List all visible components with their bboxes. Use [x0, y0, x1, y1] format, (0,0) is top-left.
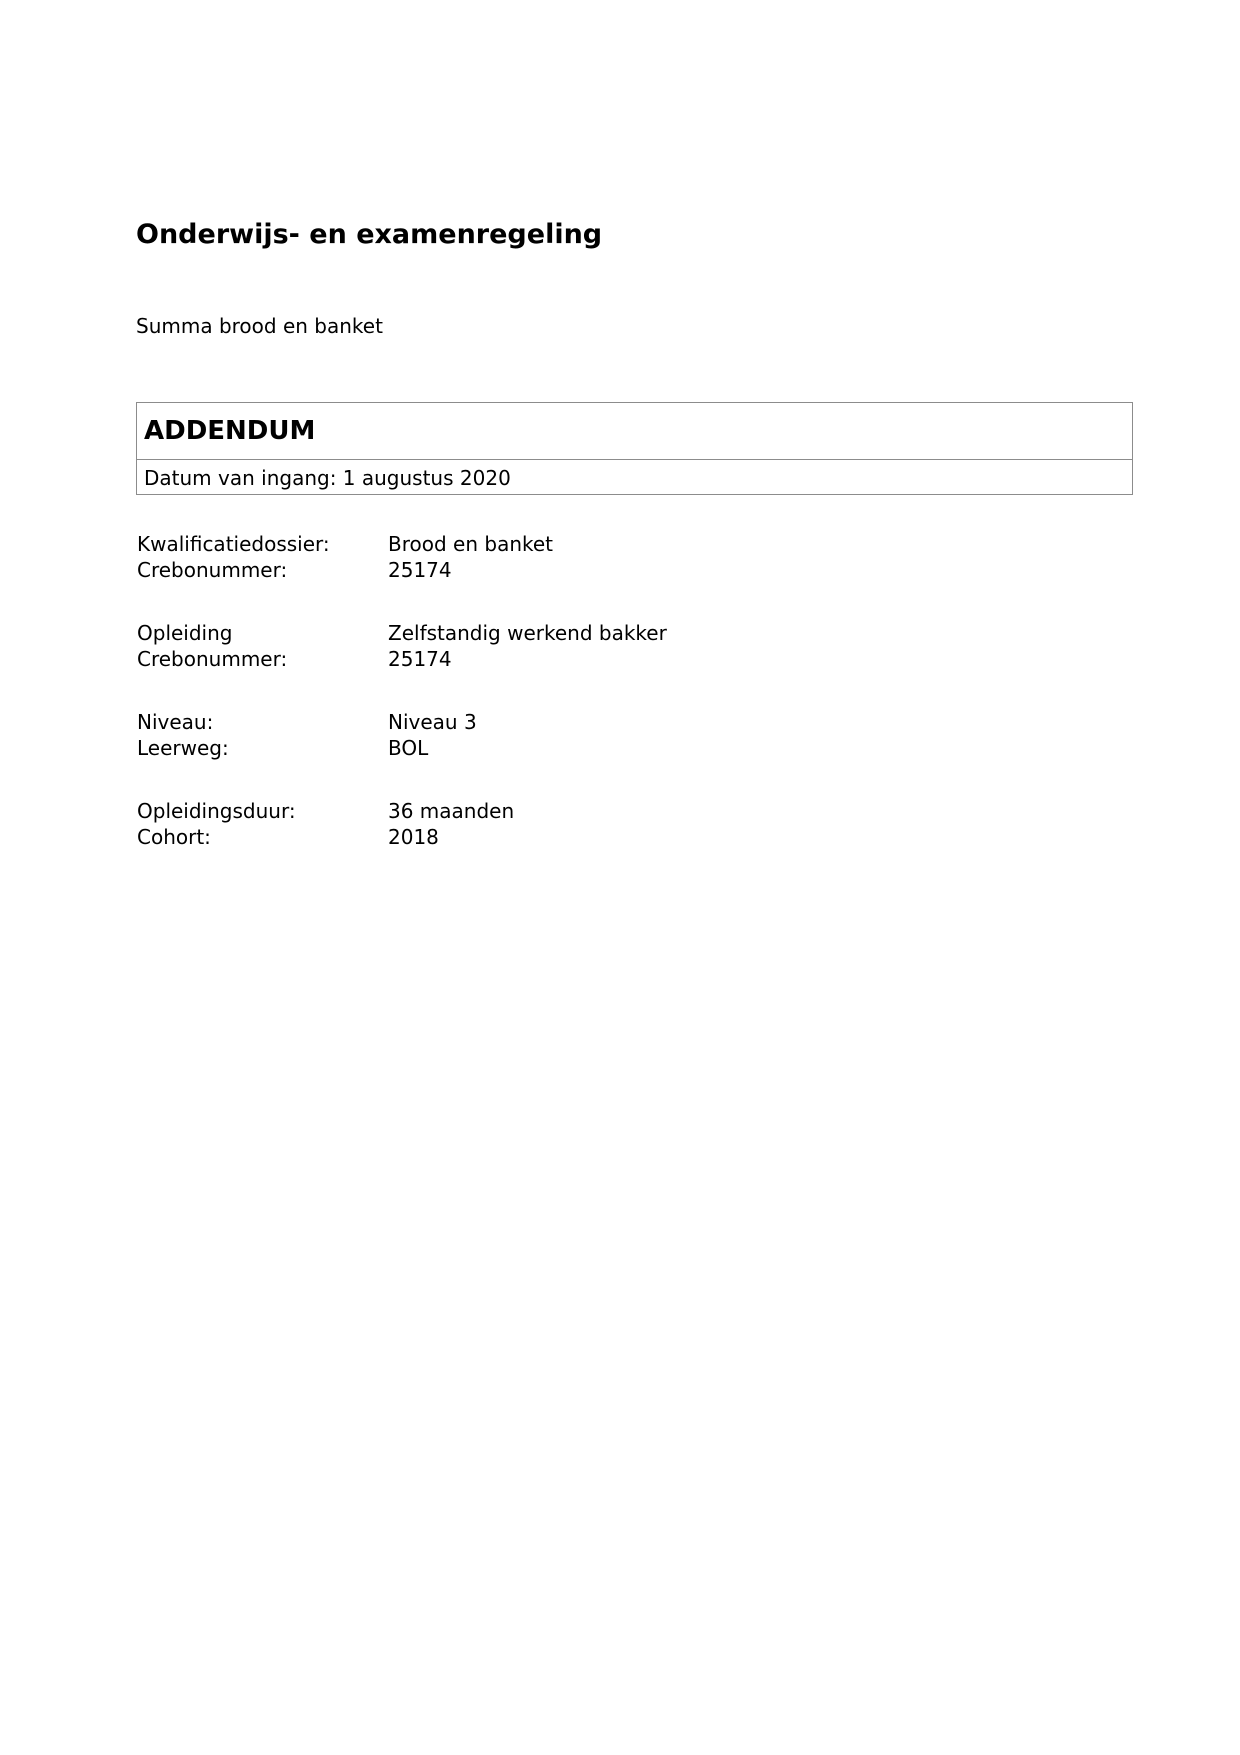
- info-label: Cohort:: [137, 825, 211, 849]
- info-label: Niveau:: [137, 710, 214, 734]
- addendum-box: [136, 402, 1133, 495]
- program-info-group: [137, 620, 937, 672]
- addendum-heading: ADDENDUM: [137, 403, 1132, 460]
- info-row-learning-path: [137, 735, 937, 761]
- duration-info-group: [137, 798, 937, 850]
- info-row-program: [137, 620, 937, 646]
- info-label: Kwalificatiedossier:: [137, 532, 330, 556]
- level-info-group: [137, 709, 937, 761]
- info-row-crebo-number: [137, 646, 937, 672]
- info-value: Niveau 3: [388, 710, 477, 734]
- info-value: BOL: [388, 736, 429, 760]
- info-row-duration: [137, 798, 937, 824]
- info-label: Crebonummer:: [137, 647, 288, 671]
- info-label: Opleiding: [137, 621, 233, 645]
- info-value: 36 maanden: [388, 799, 515, 823]
- info-row-crebo-number: [137, 557, 937, 583]
- info-value: 25174: [388, 647, 452, 671]
- info-row-level: [137, 709, 937, 735]
- info-value: 2018: [388, 825, 439, 849]
- info-label: Leerweg:: [137, 736, 229, 760]
- qualification-info-group: [137, 531, 937, 583]
- info-label: Opleidingsduur:: [137, 799, 296, 823]
- info-value: Zelfstandig werkend bakker: [388, 621, 667, 645]
- page-title: Onderwijs- en examenregeling: [136, 219, 603, 250]
- info-label: Crebonummer:: [137, 558, 288, 582]
- info-row-cohort: [137, 824, 937, 850]
- info-value: Brood en banket: [388, 532, 554, 556]
- document-subtitle: Summa brood en banket: [136, 314, 383, 338]
- addendum-effective-date: Datum van ingang: 1 augustus 2020: [144, 465, 511, 490]
- info-row-qualification-file: [137, 531, 937, 557]
- info-value: 25174: [388, 558, 452, 582]
